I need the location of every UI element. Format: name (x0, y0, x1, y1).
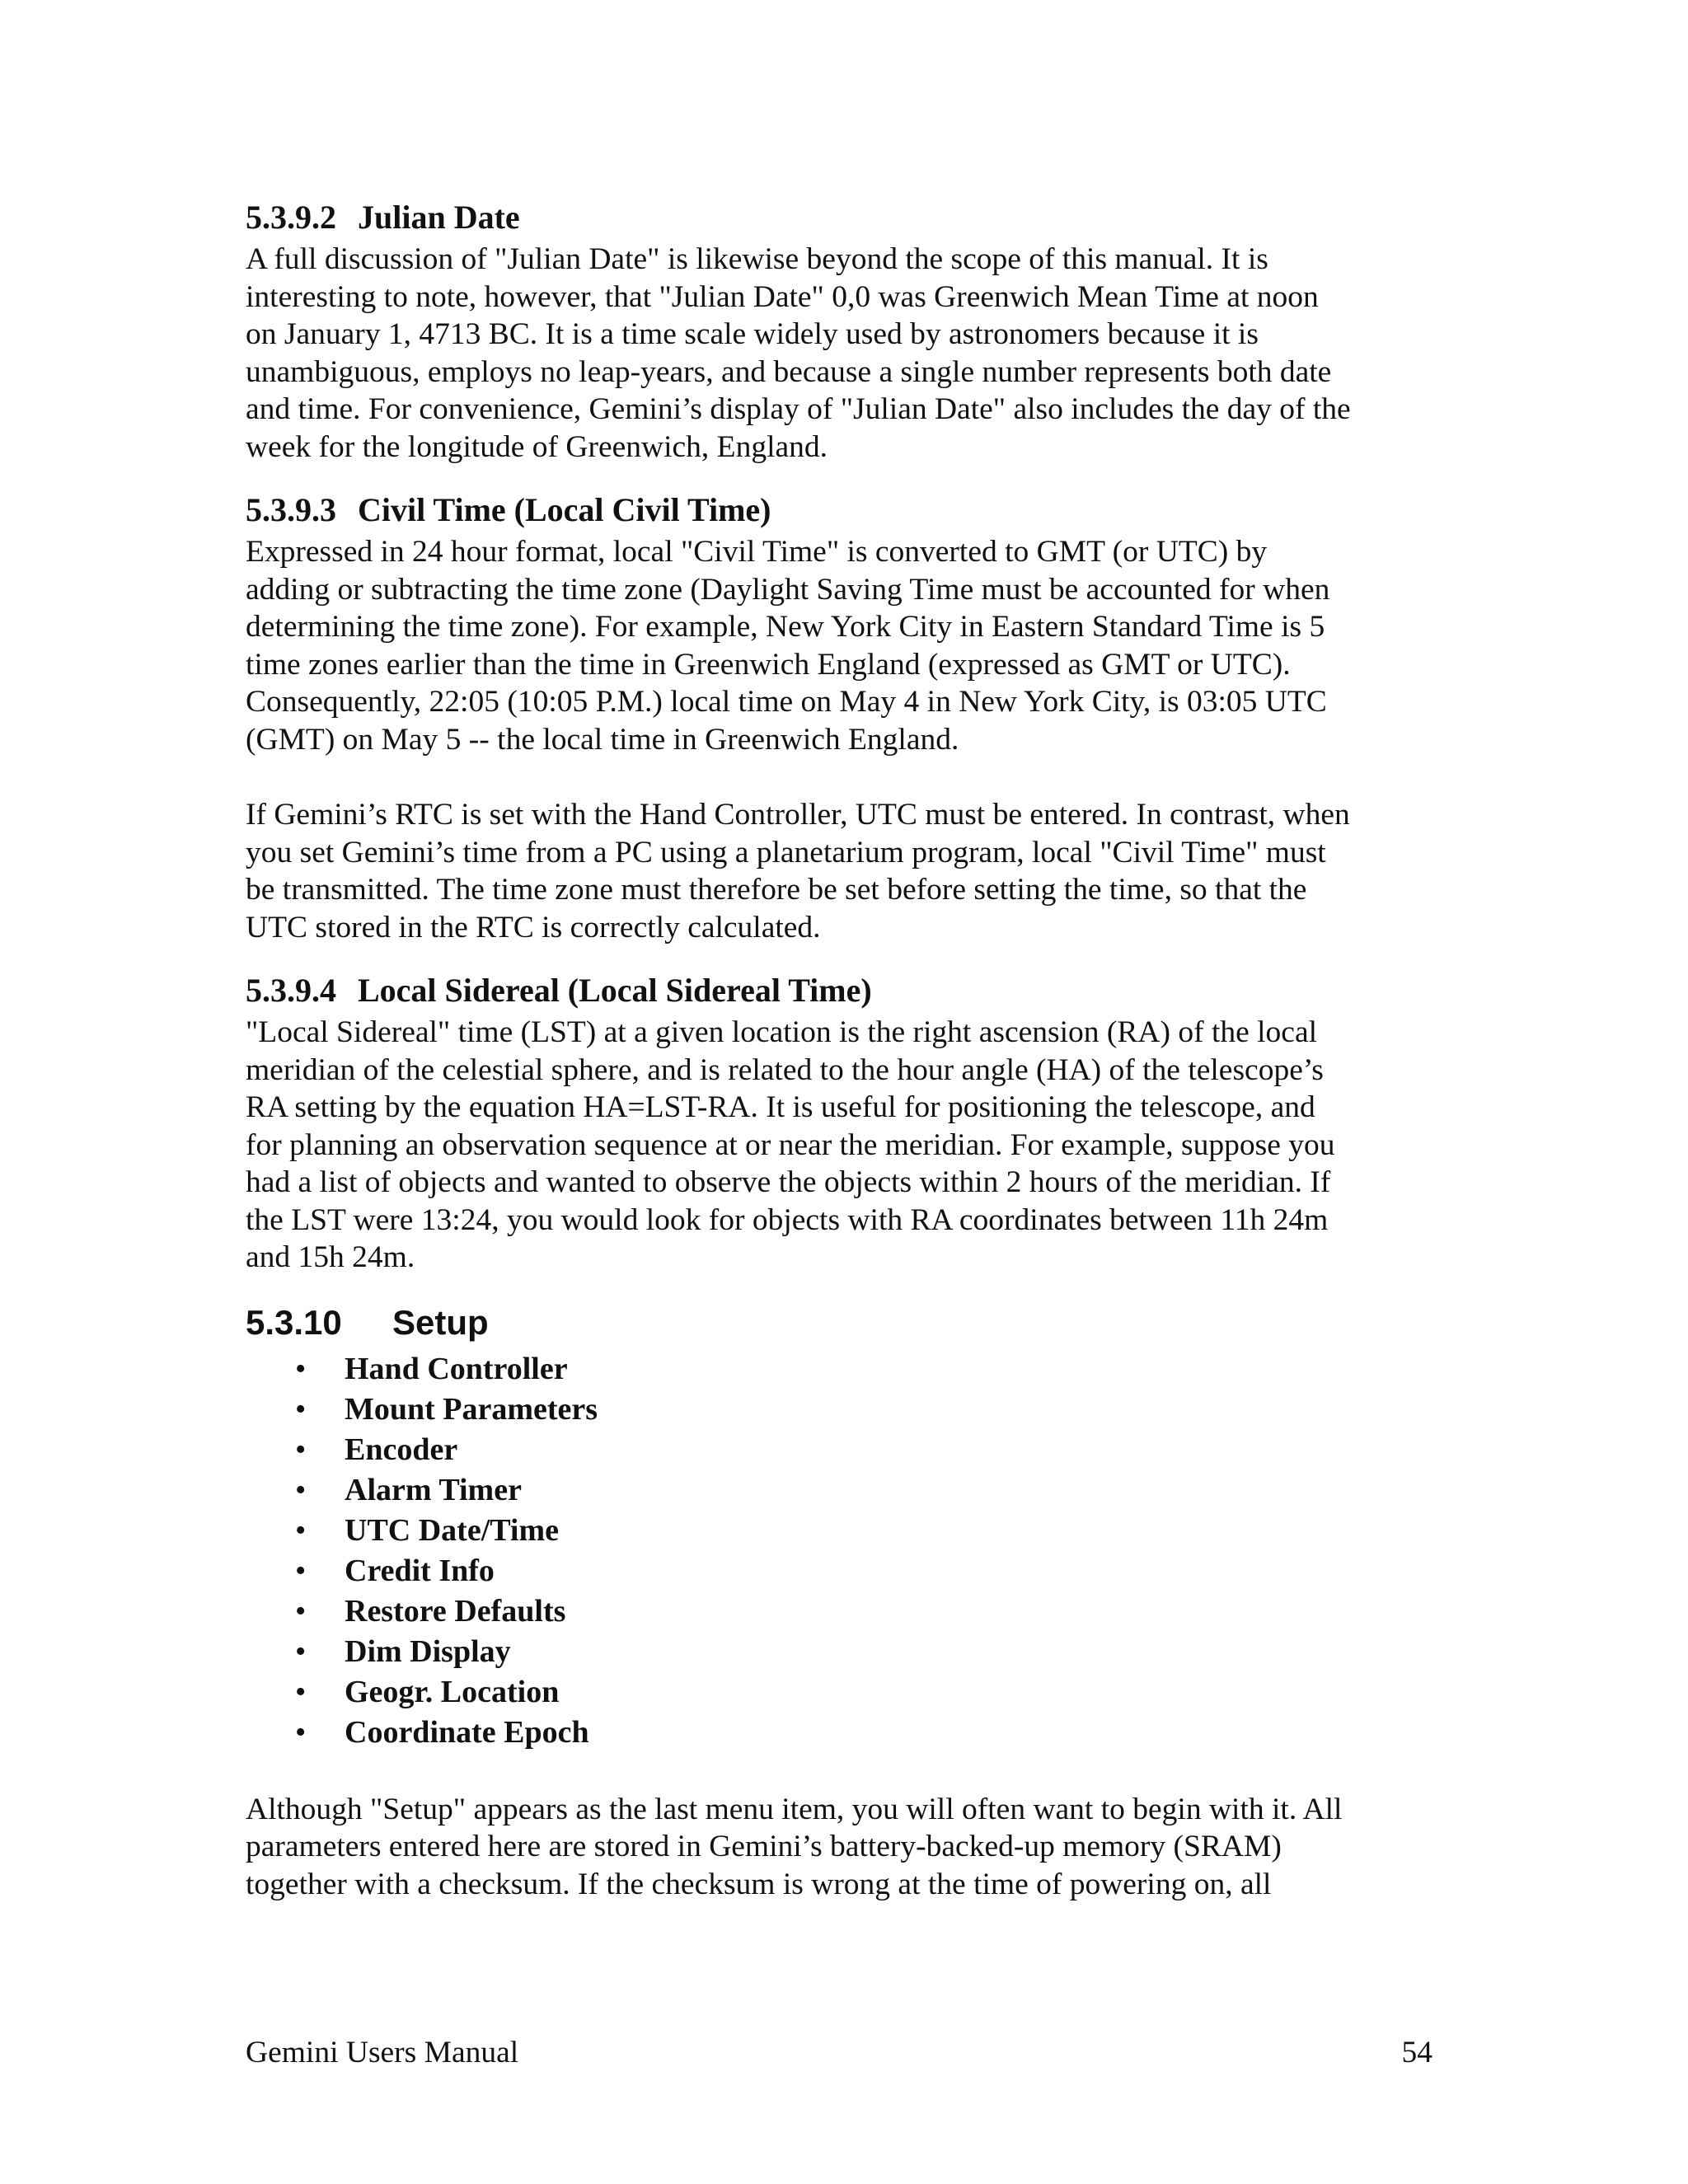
bullet: • (295, 1432, 307, 1467)
section-heading (246, 490, 1432, 530)
section-number: 5.3.9.2 (246, 199, 336, 236)
section-title: Setup (392, 1302, 489, 1342)
section-number: 5.3.10 (246, 1302, 342, 1342)
footer-title: Gemini Users Manual (246, 2036, 519, 2069)
bullet: • (295, 1391, 307, 1427)
paragraph: A full discussion of "Julian Date" is likewise beyond the scope of this manual. It is interesting to note, however, that "Julian Date" 0,0 was Greenwich Mean Time at noon on January 1, 4713 BC. It is a time scale widely used by astronomers because it is unambiguous, employs no leap-years, and because a single number represents both date and time. For convenience, Gemini’s display of "Julian Date" also includes the day of the week for the longitude of Greenwich, England. (246, 242, 1351, 464)
list-item: • Credit Info (246, 1551, 1432, 1591)
list-item: • Alarm Timer (246, 1470, 1432, 1511)
list-item: • UTC Date/Time (246, 1511, 1432, 1551)
section-heading (246, 1301, 1432, 1344)
section-title: Local Sidereal (Local Sidereal Time) (358, 972, 872, 1009)
section-number: 5.3.9.3 (246, 491, 336, 528)
section-local-sidereal (246, 971, 1432, 1277)
list-item: • Mount Parameters (246, 1390, 1432, 1430)
section-title: Civil Time (Local Civil Time) (358, 491, 771, 528)
section-title: Julian Date (358, 199, 520, 236)
section-civil-time (246, 490, 1432, 946)
bullet: • (295, 1714, 307, 1750)
bullet: • (295, 1674, 307, 1709)
list-item: • Encoder (246, 1430, 1432, 1470)
paragraph: "Local Sidereal" time (LST) at a given location is the right ascension (RA) of the local meridian of the celestial sphere, and is related to the hour angle (HA) of the telescope’s RA setting by the equation HA=LST-RA. It is useful for positioning the telescope, and for planning an observation sequence at or near the meridian. For example, suppose you had a list of objects and wanted to observe the objects within 2 hours of the meridian. If the LST were 13:24, you would look for objects with RA coordinates between 11h 24m and 15h 24m. (246, 1015, 1335, 1274)
page-body (246, 198, 1432, 1903)
paragraph: If Gemini’s RTC is set with the Hand Controller, UTC must be entered. In contrast, when you set Gemini’s time from a PC using a planetarium program, local "Civil Time" must be transmitted. The time zone must therefore be set before setting the time, so that the UTC stored in the RTC is correctly calculated. (246, 798, 1350, 944)
list-item: • Geogr. Location (246, 1672, 1432, 1713)
list-item: • Restore Defaults (246, 1591, 1432, 1632)
section-julian-date (246, 198, 1432, 466)
paragraph: Expressed in 24 hour format, local "Civil Time" is converted to GMT (or UTC) by adding or subtracting the time zone (Daylight Saving Time must be accounted for when determining the time zone). For example, New York City in Eastern Standard Time is 5 time zones earlier than the time in Greenwich England (expressed as GMT or UTC). Consequently, 22:05 (10:05 P.M.) local time on May 4 in New York City, is 03:05 UTC (GMT) on May 5 -- the local time in Greenwich England. (246, 535, 1330, 757)
bullet: • (295, 1553, 307, 1588)
section-setup (246, 1301, 1432, 1904)
list-item: • Dim Display (246, 1632, 1432, 1672)
setup-menu-list (246, 1349, 1432, 1753)
list-item: • Coordinate Epoch (246, 1713, 1432, 1753)
bullet: • (295, 1512, 307, 1548)
list-item: • Hand Controller (246, 1349, 1432, 1390)
section-number: 5.3.9.4 (246, 972, 336, 1009)
paragraph: Although "Setup" appears as the last menu item, you will often want to begin with it. All parameters entered here are stored in Gemini’s battery-backed-up memory (SRAM) together with a checksum. If the checksum is wrong at the time of powering on, all (246, 1792, 1343, 1901)
bullet: • (295, 1351, 307, 1386)
bullet: • (295, 1593, 307, 1629)
bullet: • (295, 1633, 307, 1669)
bullet: • (295, 1472, 307, 1507)
page-number: 54 (1401, 2036, 1432, 2069)
section-heading (246, 971, 1432, 1010)
section-heading (246, 198, 1432, 237)
